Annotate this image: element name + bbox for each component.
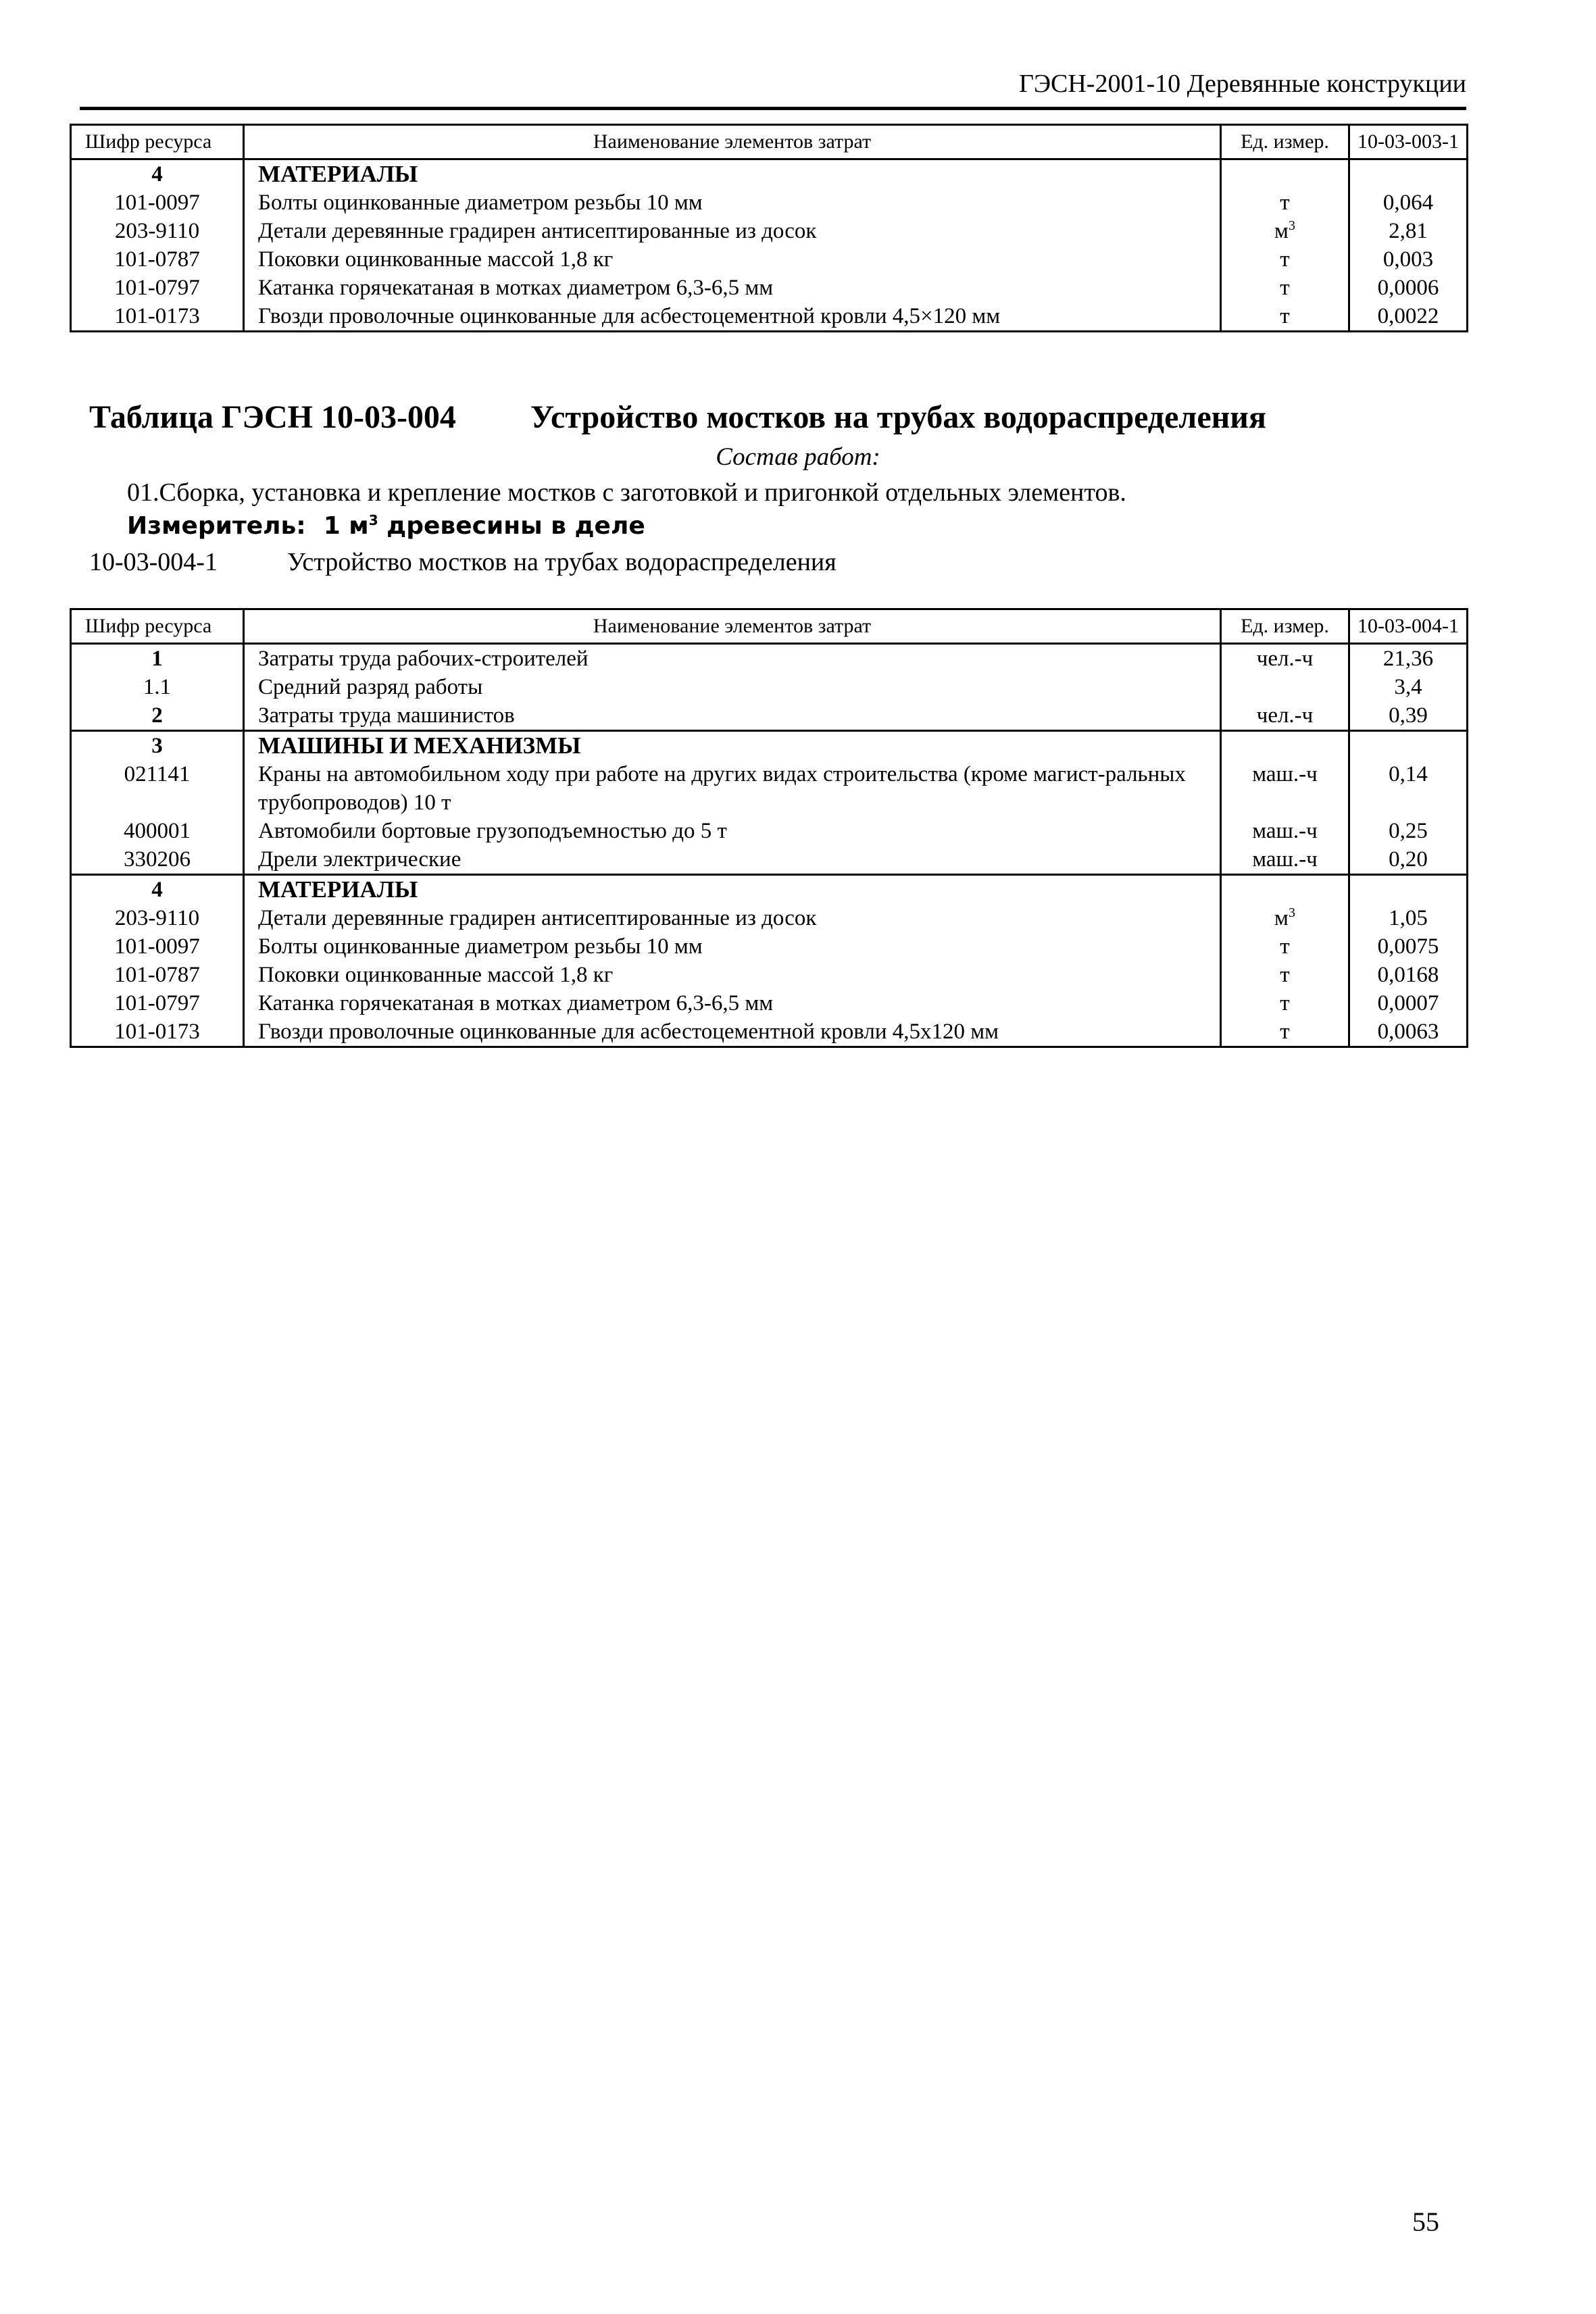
- norm-value: 1,05: [1349, 904, 1468, 932]
- table-row: [71, 644, 1468, 674]
- resource-name: Болты оцинкованные диаметром резьбы 10 мм: [244, 932, 1221, 961]
- resource-code: 101-0797: [71, 989, 244, 1017]
- unit-text: т: [1280, 991, 1290, 1015]
- unit-text: маш.-ч: [1252, 847, 1318, 872]
- norm-value: 21,36: [1349, 644, 1468, 674]
- resource-name: Поковки оцинкованные массой 1,8 кг: [244, 961, 1221, 989]
- resource-code: 021141: [71, 760, 244, 817]
- page-number: 55: [1412, 2207, 1439, 2237]
- unit-cell: [1221, 760, 1349, 817]
- table-row: [71, 274, 1468, 302]
- work-composition-item: 01.Сборка, установка и крепление мостков с заготовкой и пригонкой отдельных элементов.: [127, 478, 1126, 507]
- norm-value: 0,003: [1349, 245, 1468, 274]
- meter-value: [324, 512, 645, 540]
- table-row: [71, 989, 1468, 1017]
- table-row: [71, 961, 1468, 989]
- resource-name: Поковки оцинкованные массой 1,8 кг: [244, 245, 1221, 274]
- resource-code: 4: [71, 159, 244, 189]
- resource-name: Затраты труда машинистов: [244, 701, 1221, 731]
- section-title: МАТЕРИАЛЫ: [244, 159, 1221, 189]
- table-body: [71, 644, 1468, 1047]
- unit-cell: [1221, 731, 1349, 761]
- table-row: [71, 701, 1468, 731]
- table-row: [71, 302, 1468, 332]
- unit-text: чел.-ч: [1256, 703, 1314, 728]
- resource-name: Затраты труда рабочих-строителей: [244, 644, 1221, 674]
- resource-name: Краны на автомобильном ходу при работе на других видах строительства (кроме магист-ральных трубопроводов) 10 т: [244, 760, 1221, 817]
- resource-code: 203-9110: [71, 904, 244, 932]
- meter-value-sup: 3: [368, 512, 378, 528]
- resource-name: Катанка горячекатаная в мотках диаметром 6,3-6,5 мм: [244, 989, 1221, 1017]
- norm-value: 0,0007: [1349, 989, 1468, 1017]
- unit-text: м: [1274, 219, 1289, 243]
- norm-value: 0,14: [1349, 760, 1468, 817]
- norm-value: 0,064: [1349, 188, 1468, 217]
- unit-cell: [1221, 673, 1349, 701]
- norm-name: Устройство мостков на трубах водораспределения: [287, 548, 837, 576]
- resource-table-10-03-004: [70, 608, 1468, 1048]
- norm-value: 0,0063: [1349, 1017, 1468, 1047]
- norm-value: 0,0168: [1349, 961, 1468, 989]
- resource-name: Катанка горячекатаная в мотках диаметром 6,3-6,5 мм: [244, 274, 1221, 302]
- norm-value: 0,20: [1349, 845, 1468, 875]
- resource-code: 101-0173: [71, 1017, 244, 1047]
- resource-code: 4: [71, 875, 244, 905]
- column-header-code: Шифр ресурса: [71, 125, 244, 159]
- resource-code: 330206: [71, 845, 244, 875]
- resource-name: Средний разряд работы: [244, 673, 1221, 701]
- unit-cell: [1221, 245, 1349, 274]
- unit-cell: [1221, 932, 1349, 961]
- resource-name: Детали деревянные градирен антисептированные из досок: [244, 904, 1221, 932]
- unit-cell: [1221, 904, 1349, 932]
- resource-name: Детали деревянные градирен антисептированные из досок: [244, 217, 1221, 245]
- resource-code: 1: [71, 644, 244, 674]
- norm-code: 10-03-004-1: [89, 548, 218, 576]
- table-row: [71, 1017, 1468, 1047]
- table-title: Таблица ГЭСН 10-03-004: [89, 399, 456, 435]
- norm-value: [1349, 159, 1468, 189]
- resource-code: 2: [71, 701, 244, 731]
- table-row: [71, 673, 1468, 701]
- norm-value: 0,39: [1349, 701, 1468, 731]
- unit-text: т: [1280, 191, 1290, 215]
- unit-cell: [1221, 644, 1349, 674]
- resource-code: 400001: [71, 817, 244, 845]
- resource-name: Дрели электрические: [244, 845, 1221, 875]
- column-header-code: Шифр ресурса: [71, 609, 244, 644]
- unit-text: т: [1280, 247, 1290, 272]
- section-row: [71, 159, 1468, 189]
- norm-value: [1349, 875, 1468, 905]
- resource-code: 101-0173: [71, 302, 244, 332]
- section-title: МАТЕРИАЛЫ: [244, 875, 1221, 905]
- resource-code: 101-0787: [71, 961, 244, 989]
- meter-line: [127, 512, 645, 540]
- resource-code: 101-0097: [71, 188, 244, 217]
- resource-code: 101-0797: [71, 274, 244, 302]
- unit-text: т: [1280, 304, 1290, 328]
- resource-name: Гвозди проволочные оцинкованные для асбестоцементной кровли 4,5х120 мм: [244, 1017, 1221, 1047]
- norm-value: 0,0075: [1349, 932, 1468, 961]
- unit-cell: [1221, 274, 1349, 302]
- header-rule: [80, 107, 1466, 110]
- table-row: [71, 188, 1468, 217]
- unit-text: т: [1280, 934, 1290, 959]
- resource-code: 1.1: [71, 673, 244, 701]
- table-body: [71, 159, 1468, 332]
- unit-cell: [1221, 845, 1349, 875]
- table-row: [71, 845, 1468, 875]
- unit-cell: [1221, 701, 1349, 731]
- section-row: [71, 875, 1468, 905]
- meter-value-suffix: древесины в деле: [378, 512, 645, 540]
- unit-cell: [1221, 989, 1349, 1017]
- unit-cell: [1221, 817, 1349, 845]
- resource-table-10-03-003: [70, 124, 1468, 332]
- norm-value: 0,0022: [1349, 302, 1468, 332]
- norm-value: 3,4: [1349, 673, 1468, 701]
- resource-name: Автомобили бортовые грузоподъемностью до 5 т: [244, 817, 1221, 845]
- norm-value: 0,0006: [1349, 274, 1468, 302]
- resource-code: 101-0787: [71, 245, 244, 274]
- meter-label: Измеритель:: [127, 512, 306, 540]
- table-row: [71, 760, 1468, 817]
- unit-text: т: [1280, 276, 1290, 300]
- table-row: [71, 904, 1468, 932]
- unit-text: чел.-ч: [1256, 647, 1314, 671]
- resource-name: Болты оцинкованные диаметром резьбы 10 мм: [244, 188, 1221, 217]
- unit-text: т: [1280, 963, 1290, 987]
- unit-cell: [1221, 1017, 1349, 1047]
- unit-superscript: 3: [1288, 905, 1295, 920]
- resource-name: Гвозди проволочные оцинкованные для асбестоцементной кровли 4,5×120 мм: [244, 302, 1221, 332]
- section-title: МАШИНЫ И МЕХАНИЗМЫ: [244, 731, 1221, 761]
- table-row: [71, 217, 1468, 245]
- section-row: [71, 731, 1468, 761]
- resource-code: 3: [71, 731, 244, 761]
- unit-cell: [1221, 302, 1349, 332]
- unit-text: маш.-ч: [1252, 819, 1318, 843]
- table-header-row: [71, 125, 1468, 159]
- unit-cell: [1221, 159, 1349, 189]
- table-row: [71, 245, 1468, 274]
- table-subject: Устройство мостков на трубах водораспределения: [530, 399, 1266, 435]
- column-header-norm: 10-03-003-1: [1349, 125, 1468, 159]
- resource-code: 203-9110: [71, 217, 244, 245]
- column-header-norm: 10-03-004-1: [1349, 609, 1468, 644]
- work-composition-caption: Состав работ:: [716, 443, 880, 471]
- unit-text: м: [1274, 906, 1289, 930]
- unit-superscript: 3: [1288, 218, 1295, 233]
- table-header-row: [71, 609, 1468, 644]
- column-header-unit: Ед. измер.: [1221, 609, 1349, 644]
- norm-value: 2,81: [1349, 217, 1468, 245]
- unit-cell: [1221, 961, 1349, 989]
- unit-cell: [1221, 217, 1349, 245]
- norm-value: [1349, 731, 1468, 761]
- resource-code: 101-0097: [71, 932, 244, 961]
- unit-text: маш.-ч: [1252, 762, 1318, 786]
- running-header: ГЭСН-2001-10 Деревянные конструкции: [1018, 70, 1466, 98]
- table-row: [71, 817, 1468, 845]
- unit-cell: [1221, 875, 1349, 905]
- unit-cell: [1221, 188, 1349, 217]
- column-header-unit: Ед. измер.: [1221, 125, 1349, 159]
- column-header-name: Наименование элементов затрат: [244, 125, 1221, 159]
- table-row: [71, 932, 1468, 961]
- norm-value: 0,25: [1349, 817, 1468, 845]
- column-header-name: Наименование элементов затрат: [244, 609, 1221, 644]
- meter-value-prefix: 1 м: [323, 512, 369, 540]
- unit-text: т: [1280, 1020, 1290, 1044]
